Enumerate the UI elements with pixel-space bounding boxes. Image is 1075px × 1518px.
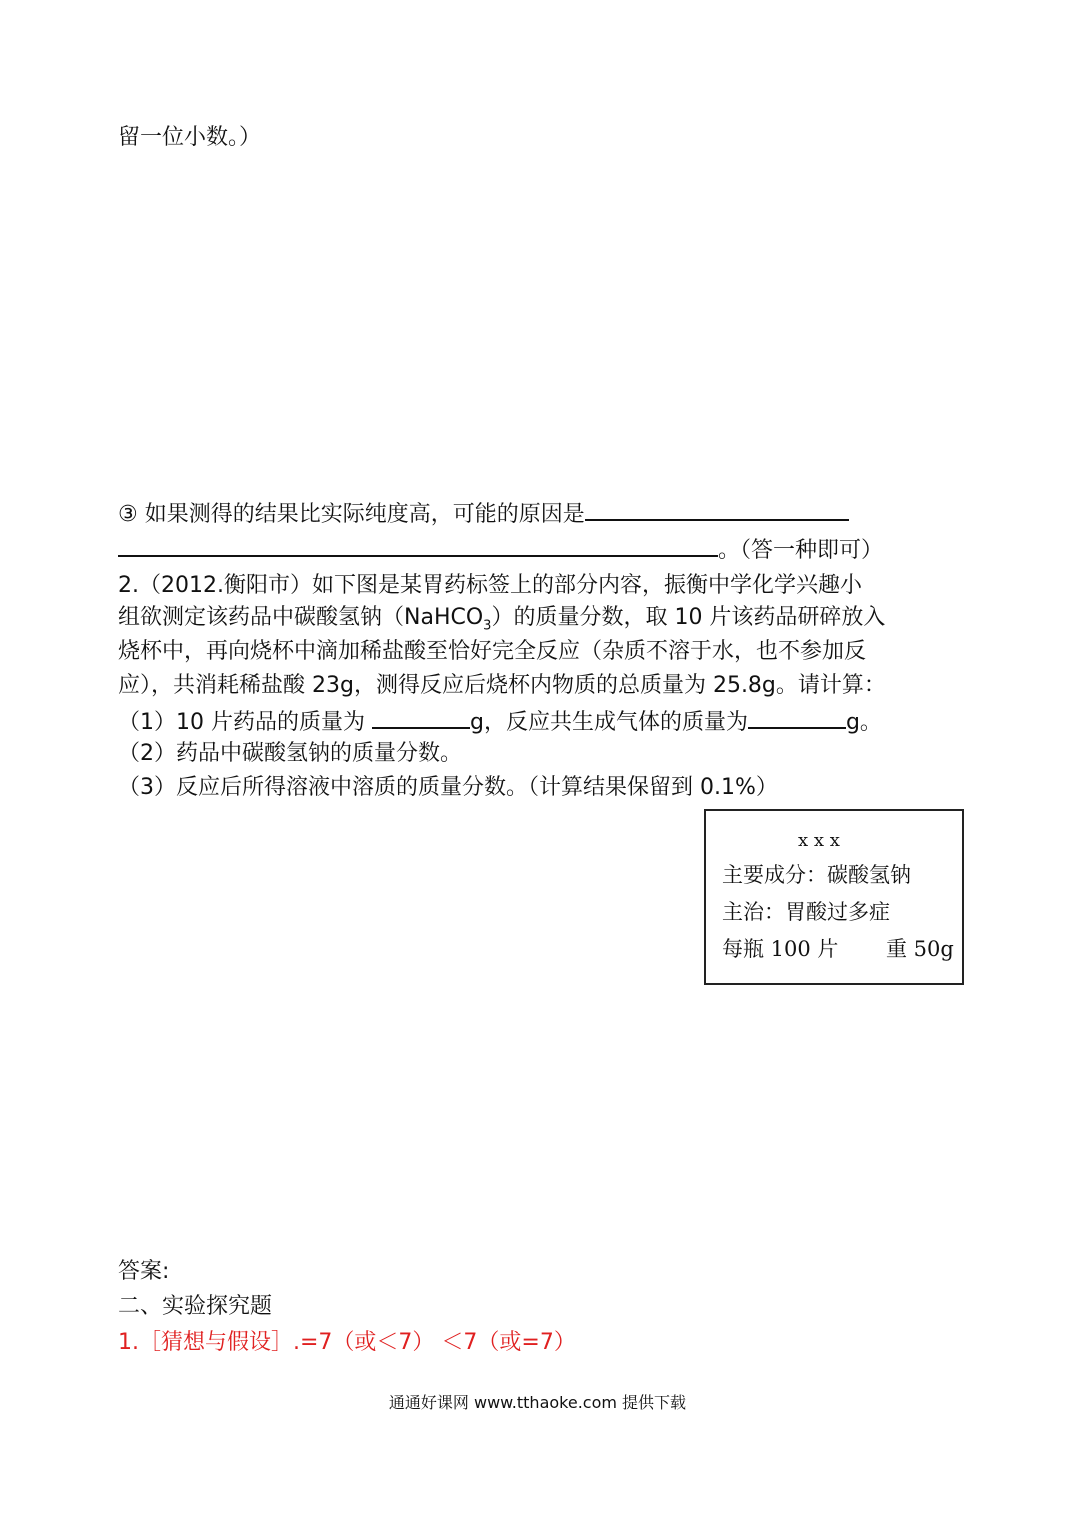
problem-2-line-2-a: 组欲测定该药品中碳酸氢钠（NaHCO: [118, 605, 484, 630]
sub-question-1-b: g，反应共生成气体的质量为: [469, 710, 748, 735]
problem-2-line-2: [118, 603, 885, 641]
drug-label-title: x x x: [798, 830, 840, 851]
sub-question-3: （3）反应后所得溶液中溶质的质量分数。（计算结果保留到 0.1%）: [118, 775, 778, 800]
footer-text: 通通好课网 www.tthaoke.com 提供下载: [388, 1393, 687, 1412]
tablet-mass-blank[interactable]: [372, 705, 470, 729]
gas-mass-blank[interactable]: [748, 705, 846, 729]
question-3-text: ③ 如果测得的结果比实际纯度高，可能的原因是: [118, 502, 585, 527]
answer-item-1: 1.［猜想与假设］.=7（或＜7） ＜7（或=7）: [118, 1330, 576, 1355]
drug-label-weight: 重 50g: [886, 937, 954, 961]
sub-question-1: [118, 705, 882, 738]
sub-question-1-c: g。: [845, 710, 882, 735]
answer-blank-long[interactable]: [118, 533, 718, 557]
problem-2-line-1: 2.（2012.衡阳市）如下图是某胃药标签上的部分内容，振衡中学化学兴趣小: [118, 573, 862, 598]
drug-label-box: [704, 809, 964, 985]
problem-2-line-4: 应），共消耗稀盐酸 23g，测得反应后烧杯内物质的总质量为 25.8g。请计算：: [118, 673, 886, 698]
problem-2-line-3: 烧杯中，再向烧杯中滴加稀盐酸至恰好完全反应（杂质不溶于水，也不参加反: [118, 639, 867, 664]
question-3-continued: [118, 533, 883, 566]
drug-label-indication: 主治：胃酸过多症: [722, 900, 890, 924]
drug-label-count: 每瓶 100 片: [722, 937, 839, 961]
question-3-tail: 。（答一种即可）: [718, 538, 884, 563]
sub-question-1-a: （1）10 片药品的质量为: [118, 710, 372, 735]
question-3: [118, 497, 849, 530]
subscript-3: 3: [483, 618, 492, 634]
answers-section: 二、实验探究题: [118, 1294, 273, 1319]
answers-heading: 答案:: [118, 1259, 170, 1284]
drug-label-ingredient: 主要成分：碳酸氢钠: [722, 863, 911, 887]
sub-question-2: （2）药品中碳酸氢钠的质量分数。: [118, 741, 462, 766]
problem-2-line-2-b: ）的质量分数，取 10 片该药品研碎放入: [491, 605, 886, 630]
continuation-text: 留一位小数。）: [118, 125, 262, 150]
answer-blank[interactable]: [585, 497, 849, 521]
